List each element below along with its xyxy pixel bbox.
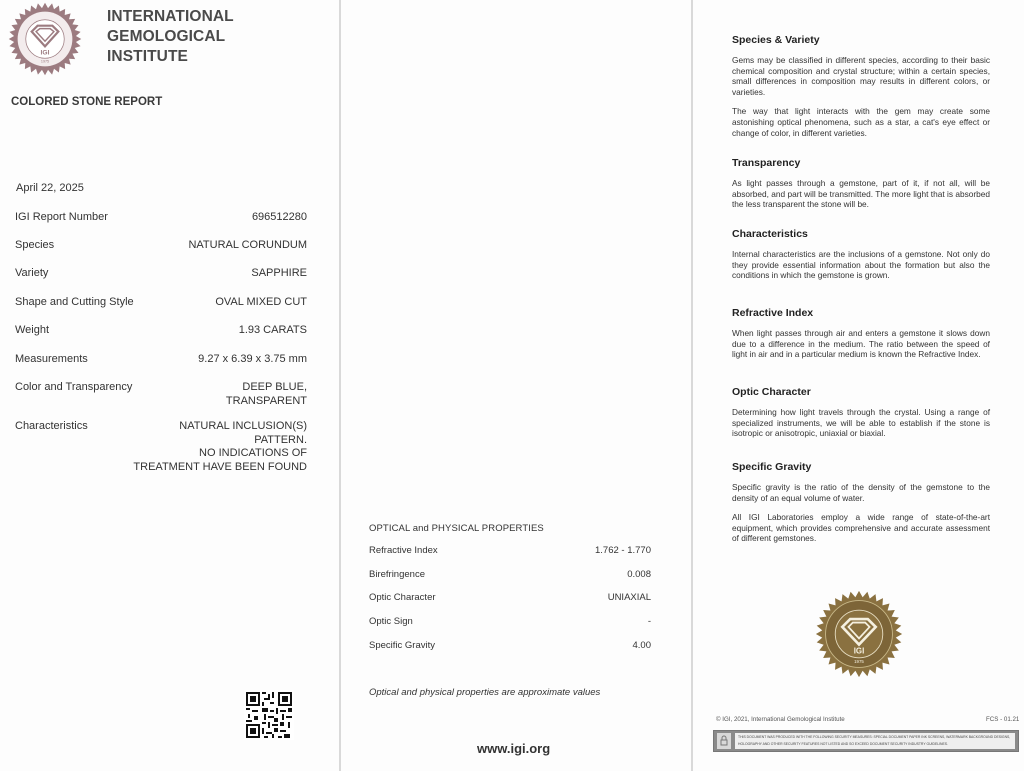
qr-code[interactable] bbox=[244, 690, 294, 740]
section-heading: Species & Variety bbox=[732, 34, 820, 46]
section-heading: Transparency bbox=[732, 157, 801, 169]
field-value: 696512280 bbox=[251, 211, 307, 223]
section-heading: Specific Gravity bbox=[732, 461, 812, 473]
field-label: Species bbox=[15, 239, 55, 251]
field-value: DEEP BLUE, TRANSPARENT bbox=[225, 381, 307, 407]
info-section-characteristics bbox=[732, 228, 990, 290]
field-value: SAPPHIRE bbox=[251, 267, 307, 279]
section-paragraph: Internal characteristics are the inclusions of a gemstone. Not only do they provide essential information about the formation but also the conditions in which the gemstone is grown. bbox=[732, 249, 990, 281]
fold-line bbox=[691, 0, 693, 771]
field-label: IGI Report Number bbox=[15, 211, 108, 223]
field-value: 0.008 bbox=[627, 569, 651, 580]
field-value: NATURAL INCLUSION(S) PATTERN. NO INDICATIONS OF TREATMENT HAVE BEEN FOUND bbox=[133, 420, 307, 473]
field-value: 1.93 CARATS bbox=[238, 324, 307, 336]
field-label: Specific Gravity bbox=[369, 640, 435, 651]
section-paragraph: Specific gravity is the ratio of the density of the gemstone to the density of an equal volume of water. bbox=[732, 482, 990, 503]
report-date: April 22, 2025 bbox=[16, 182, 84, 194]
section-heading: Characteristics bbox=[732, 228, 808, 240]
info-section-specific-gravity bbox=[732, 461, 990, 553]
section-paragraph: As light passes through a gemstone, part of it, if not all, will be absorbed, and part will be transmitted. The more light that is absorbed the less transparent the stone will be. bbox=[732, 178, 990, 210]
organization-name bbox=[107, 7, 234, 67]
report-title: COLORED STONE REPORT bbox=[11, 96, 163, 108]
section-paragraph: All IGI Laboratories employ a wide range of state-of-the-art equipment, which provides comprehensive and accurate assessment of different gemstones. bbox=[732, 512, 990, 544]
section-paragraph: Gems may be classified in different species, according to their basic chemical composition and crystal structure; within a certain species, small differences in composition may results in different colors, or varieties. bbox=[732, 55, 990, 97]
igi-logo-seal bbox=[8, 0, 82, 78]
svg-text:IGI: IGI bbox=[40, 49, 50, 57]
field-label: Color and Transparency bbox=[15, 381, 133, 393]
field-label: Weight bbox=[15, 324, 50, 336]
security-features-strip bbox=[713, 730, 1019, 752]
field-label: Shape and Cutting Style bbox=[15, 296, 134, 308]
org-name-line: GEMOLOGICAL bbox=[107, 28, 226, 45]
field-value: 1.762 - 1.770 bbox=[595, 545, 651, 556]
field-value: 9.27 x 6.39 x 3.75 mm bbox=[198, 353, 307, 365]
field-label: Measurements bbox=[15, 353, 88, 365]
field-label: Characteristics bbox=[15, 420, 88, 432]
org-name-line: INTERNATIONAL bbox=[107, 8, 234, 25]
section-paragraph: The way that light interacts with the gem may create some astonishing optical phenomena, such as a star, a cat's eye effect or change of color, in different varieties. bbox=[732, 106, 990, 138]
info-section-refractive-index bbox=[732, 307, 990, 369]
svg-text:1975: 1975 bbox=[40, 59, 50, 64]
igi-gold-seal bbox=[815, 590, 903, 678]
field-value: - bbox=[647, 616, 651, 627]
field-label: Refractive Index bbox=[369, 545, 438, 556]
approximate-values-note: Optical and physical properties are approximate values bbox=[369, 687, 601, 698]
info-section-species-variety bbox=[732, 34, 990, 147]
info-section-transparency bbox=[732, 157, 990, 219]
svg-text:1975: 1975 bbox=[854, 659, 864, 665]
field-value: NATURAL CORUNDUM bbox=[188, 239, 307, 251]
info-section-optic-character bbox=[732, 386, 990, 448]
field-value: 4.00 bbox=[632, 640, 651, 651]
field-label: Optic Sign bbox=[369, 616, 413, 627]
security-text: THIS DOCUMENT WAS PRODUCED WITH THE FOLLOWING SECURITY MEASURES: SPECIAL DOCUMENT PAPER INK SCREENS, WATERMARK BACKGROUND DESIGNS, HOLOGRAPHY AND OTHER SECURITY FEATURES NOT LISTED AND SO EXCEED DOCUMENT SECURITY INDUSTRY GUIDELINES. bbox=[735, 733, 1015, 749]
field-label: Variety bbox=[15, 267, 49, 279]
section-heading: Optic Character bbox=[732, 386, 811, 398]
section-heading: Refractive Index bbox=[732, 307, 814, 319]
svg-text:IGI: IGI bbox=[853, 646, 865, 656]
field-value: UNIAXIAL bbox=[607, 592, 651, 603]
section-paragraph: Determining how light travels through the crystal. Using a range of specialized instruments, we will be able to establish if the stone is isotropic or anisotropic, uniaxial or biaxial. bbox=[732, 407, 990, 439]
document-code: FCS - 01.21 bbox=[986, 716, 1020, 723]
report-panel-middle bbox=[341, 0, 692, 771]
website-link[interactable]: www.igi.org bbox=[477, 741, 551, 756]
section-paragraph: When light passes through air and enters a gemstone it slows down due to a difference in the medium. The ratio between the speed of light in air and in a particular medium is known the Refractive Index. bbox=[732, 328, 990, 360]
org-name-line: INSTITUTE bbox=[107, 48, 188, 65]
copyright-notice: © IGI, 2021, International Gemological Institute bbox=[716, 716, 845, 723]
optical-properties-title: OPTICAL and PHYSICAL PROPERTIES bbox=[369, 523, 544, 534]
fold-line bbox=[339, 0, 341, 771]
field-label: Optic Character bbox=[369, 592, 436, 603]
lock-document-icon bbox=[717, 733, 731, 749]
field-value: OVAL MIXED CUT bbox=[215, 296, 307, 308]
field-label: Birefringence bbox=[369, 569, 425, 580]
